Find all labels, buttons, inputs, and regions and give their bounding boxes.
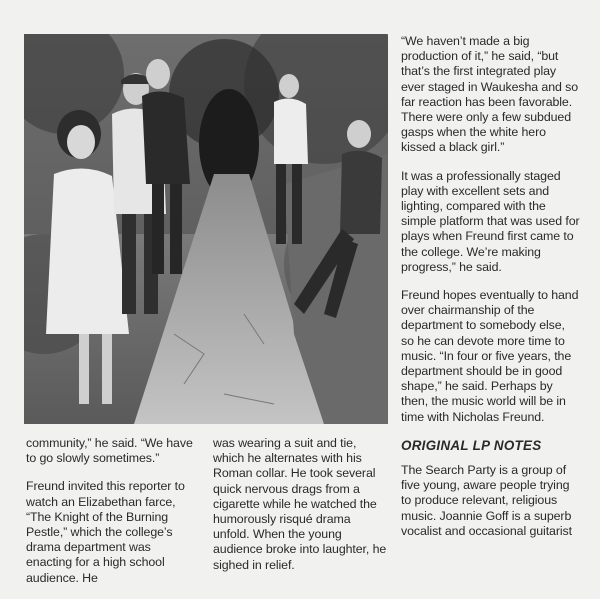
text-column-3 [401, 34, 581, 552]
paragraph: was wearing a suit and tie, which he alternates with his Roman collar. He took several quick nervous drags from a cigarette while he watched the humorously risqué drama unfold. When the young audience broke into laughter, he sighed in relief. [213, 436, 387, 572]
band-photo [24, 34, 388, 424]
paragraph: Freund hopes eventually to hand over chairmanship of the department to somebody else, so he can devote more time to music. “In four or five years, the department should be in good shape,” he said. Perhaps by then, the music world will be in time with Nicholas Freund. [401, 288, 579, 424]
section-heading: ORIGINAL LP NOTES [401, 437, 542, 453]
paragraph: “We haven’t made a big production of it,” he said, “but that’s the first integrated play ever staged in Waukesha and so far reaction has been favorable. There were only a few subdued gasps when the white hero kissed a black girl.” [401, 34, 579, 155]
text-column-1 [26, 436, 194, 599]
paragraph: The Search Party is a group of five young, aware people trying to produce relevant, religious music. Joannie Goff is a superb vocalist and occasional guitarist [401, 463, 572, 538]
paragraph: Freund invited this reporter to watch an Elizabethan farce, “The Knight of the Burning Pestle,” which the college’s drama department was enacting for a high school audience. He [26, 479, 185, 585]
paragraph: It was a professionally staged play with excellent sets and lighting, compared with the simple platform that was used for plays when Freund first came to the college. We’re making progress,” he said. [401, 168, 580, 274]
photo-illustration [24, 34, 388, 424]
text-column-2 [213, 436, 388, 586]
paragraph: community,” he said. “We have to go slowly sometimes.” [26, 436, 193, 466]
